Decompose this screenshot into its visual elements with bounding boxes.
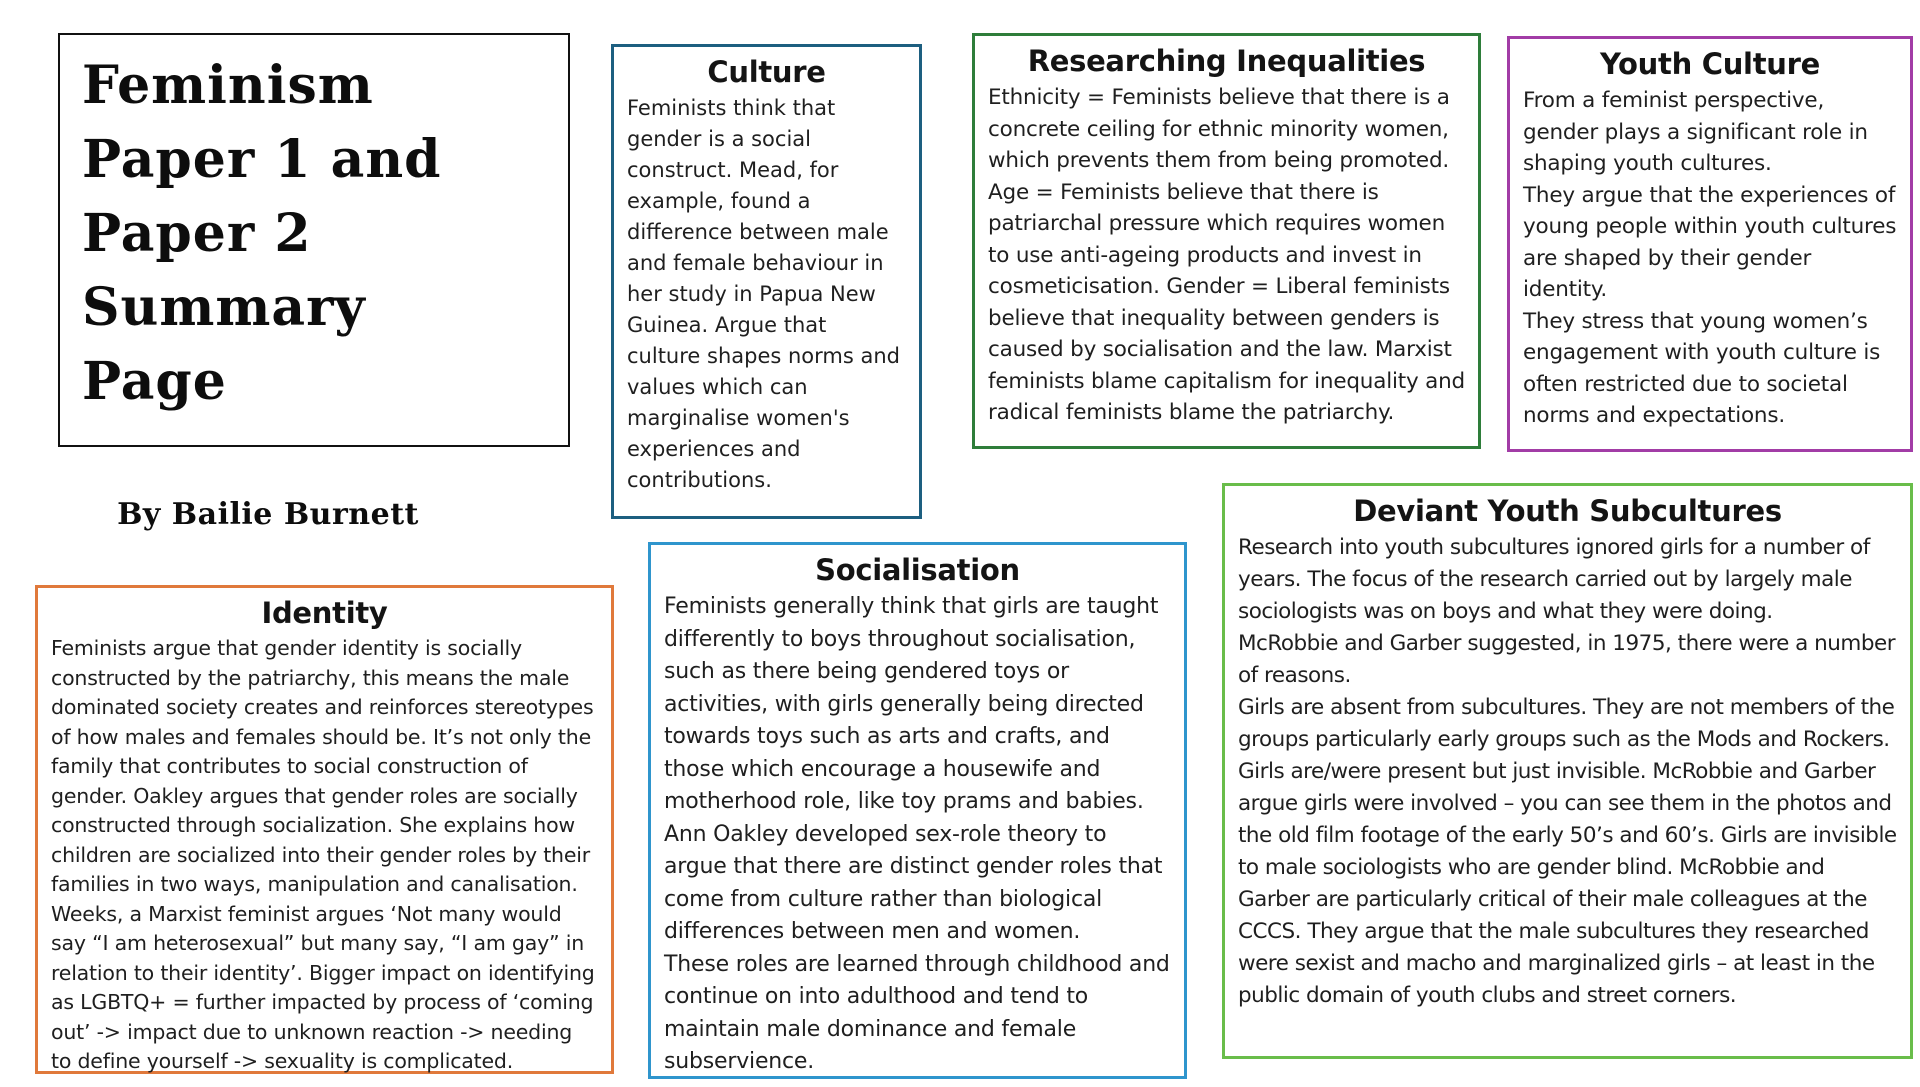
paragraph: McRobbie and Garber suggested, in 1975, there were a number of reasons. <box>1238 631 1896 688</box>
deviant-youth-subcultures-box-title: Deviant Youth Subcultures <box>1353 494 1782 528</box>
paragraph: They stress that young women’s engagement with youth culture is often restricted due to societal norms and expectations. <box>1523 308 1881 428</box>
youth-culture-box-body <box>1510 85 1910 440</box>
youth-culture-box <box>1507 36 1913 452</box>
paragraph: Feminists generally think that girls are taught differently to boys throughout socialisation, such as there being gendered toys or activities, with girls generally being directed towards toys such as arts and crafts, and those which encourage a housewife and motherhood role, like toy prams and babies. Ann Oakley developed sex-role theory to argue that there are distinct gender roles that come from culture rather than biological differences between men and women. <box>664 594 1163 944</box>
page-title <box>82 49 558 419</box>
socialisation-box-title: Socialisation <box>815 553 1020 587</box>
identity-box-title: Identity <box>261 596 388 630</box>
culture-box-title: Culture <box>707 55 826 89</box>
title-line: Feminism <box>82 55 374 116</box>
title-line: Paper 1 and <box>82 129 442 190</box>
paragraph: Research into youth subcultures ignored girls for a number of years. The focus of the research carried out by largely male sociologists was on boys and what they were doing. <box>1238 535 1870 624</box>
researching-inequalities-box-body <box>975 82 1478 437</box>
paragraph: From a feminist perspective, gender plays a significant role in shaping youth cultures. <box>1523 88 1868 176</box>
socialisation-box-body <box>651 591 1184 1087</box>
researching-inequalities-box-title: Researching Inequalities <box>1027 44 1426 78</box>
youth-culture-box-title: Youth Culture <box>1600 47 1820 81</box>
title-line: Summary <box>82 277 366 338</box>
deviant-youth-subcultures-box <box>1222 483 1913 1059</box>
title-line: Paper 2 <box>82 203 312 264</box>
title-line: Page <box>82 351 227 412</box>
paragraph: Ethnicity = Feminists believe that there is a concrete ceiling for ethnic minority women, which prevents them from being promoted. Age = Feminists believe that there is patriarchal pressure which requires women to use anti-ageing products and invest in cosmeticisation. Gender = Liberal feminists believe that inequality between genders is caused by socialisation and the law. Marxist feminists blame capitalism for inequality and radical feminists blame the patriarchy. <box>988 85 1465 425</box>
culture-box-body <box>614 93 919 504</box>
researching-inequalities-box <box>972 33 1481 449</box>
identity-box-body <box>38 634 611 1085</box>
socialisation-box <box>648 542 1187 1079</box>
paragraph: Feminists argue that gender identity is socially constructed by the patriarchy, this means the male dominated society creates and reinforces stereotypes of how males and females should be. It’s not only the family that contributes to social construction of gender. Oakley argues that gender roles are socially constructed through socialization. She explains how children are socialized into their gender roles by their families in two ways, manipulation and canalisation. Weeks, a Marxist feminist argues ‘Not many would say “I am heterosexual” but many say, “I am gay” in relation to their identity’. Bigger impact on identifying as LGBTQ+ = further impacted by process of ‘coming out’ -> impact due to unknown reaction -> needing to define yourself -> sexuality is complicated. <box>51 636 595 1073</box>
identity-box <box>35 585 614 1074</box>
paragraph: Girls are absent from subcultures. They are not members of the groups particularly early groups such as the Mods and Rockers. Girls are/were present but just invisible. McRobbie and Garber argue girls were involved – you can see them in the photos and the old film footage of the early 50’s and 60’s. Girls are invisible to male sociologists who are gender blind. McRobbie and Garber are particularly critical of their male colleagues at the CCCS. They argue that the male subcultures they researched were sexist and macho and marginalized girls – at least in the public domain of youth clubs and street corners. <box>1238 695 1897 1008</box>
byline: By Bailie Burnett <box>117 497 419 532</box>
paragraph: These roles are learned through childhood and continue on into adulthood and tend to maintain male dominance and female subservience. <box>664 951 1170 1074</box>
culture-box <box>611 44 922 519</box>
title-box <box>58 33 570 447</box>
deviant-youth-subcultures-box-body <box>1225 532 1910 1020</box>
paragraph: Feminists think that gender is a social construct. Mead, for example, found a difference between male and female behaviour in her study in Papua New Guinea. Argue that culture shapes norms and values which can marginalise women's experiences and contributions. <box>627 96 900 492</box>
paragraph: They argue that the experiences of young people within youth cultures are shaped by their gender identity. <box>1523 182 1897 302</box>
